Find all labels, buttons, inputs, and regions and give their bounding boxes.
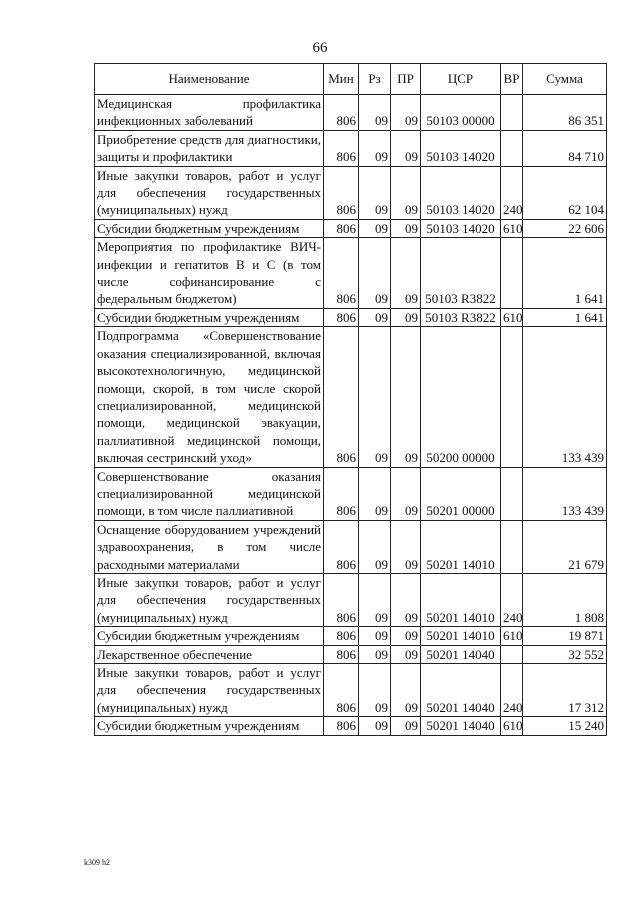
budget-table [94,63,607,736]
row-name: Подпрограмма «Совершенствование оказания специализированной, включая высокотехнологичную, медицинской помощи, скорой, в том числе скорой специализированной, медицинской помощи, медицинской эвакуации, паллиативной медицинской помощи, включая сестринский уход» [95,327,324,467]
row-name: Субсидии бюджетным учреждениям [95,308,324,326]
row-rz: 09 [359,219,391,237]
row-csr: 50201 00000 [421,467,501,520]
row-name: Субсидии бюджетным учреждениям [95,717,324,735]
row-vr: 240 [501,573,523,626]
row-sum: 19 871 [523,627,607,645]
row-vr [501,467,523,520]
row-name: Лекарственное обеспечение [95,645,324,663]
row-pr: 09 [391,327,421,467]
row-rz: 09 [359,573,391,626]
row-sum: 22 606 [523,219,607,237]
row-pr: 09 [391,130,421,166]
row-pr: 09 [391,95,421,131]
row-min: 806 [324,238,359,309]
row-min: 806 [324,308,359,326]
row-rz: 09 [359,664,391,717]
row-csr: 50201 14010 [421,573,501,626]
row-csr: 50103 14020 [421,166,501,219]
row-min: 806 [324,95,359,131]
row-min: 806 [324,166,359,219]
row-min: 806 [324,664,359,717]
row-name: Совершенствование оказания специализированной медицинской помощи, в том числе паллиативной [95,467,324,520]
row-name: Приобретение средств для диагностики, защиты и профилактики [95,130,324,166]
row-csr: 50103 14020 [421,130,501,166]
row-sum: 133 439 [523,467,607,520]
row-vr [501,520,523,573]
row-name: Субсидии бюджетным учреждениям [95,219,324,237]
header-min: Мин [324,64,359,95]
table-row [95,717,607,735]
table-row [95,166,607,219]
table-row [95,95,607,131]
table-row [95,520,607,573]
row-vr: 610 [501,717,523,735]
row-name: Медицинская профилактика инфекционных заболеваний [95,95,324,131]
row-csr: 50103 R3822 [421,238,501,309]
row-vr [501,645,523,663]
header-csr: ЦСР [421,64,501,95]
row-sum: 17 312 [523,664,607,717]
row-min: 806 [324,467,359,520]
row-csr: 50200 00000 [421,327,501,467]
row-min: 806 [324,573,359,626]
row-rz: 09 [359,467,391,520]
row-min: 806 [324,219,359,237]
row-vr [501,238,523,309]
row-pr: 09 [391,467,421,520]
row-vr [501,95,523,131]
row-pr: 09 [391,166,421,219]
row-rz: 09 [359,238,391,309]
row-pr: 09 [391,664,421,717]
row-sum: 133 439 [523,327,607,467]
row-rz: 09 [359,130,391,166]
row-rz: 09 [359,327,391,467]
page-number: 66 [312,40,328,56]
row-sum: 32 552 [523,645,607,663]
row-pr: 09 [391,645,421,663]
row-rz: 09 [359,645,391,663]
row-pr: 09 [391,627,421,645]
row-sum: 1 641 [523,308,607,326]
row-pr: 09 [391,573,421,626]
row-min: 806 [324,717,359,735]
row-name: Иные закупки товаров, работ и услуг для обеспечения государственных (муниципальных) нужд [95,664,324,717]
table-row [95,238,607,309]
row-sum: 86 351 [523,95,607,131]
table-row [95,645,607,663]
row-pr: 09 [391,520,421,573]
table-row [95,219,607,237]
header-pr: ПР [391,64,421,95]
table-row [95,327,607,467]
row-min: 806 [324,520,359,573]
row-rz: 09 [359,717,391,735]
table-row [95,308,607,326]
row-min: 806 [324,645,359,663]
header-sum: Сумма [523,64,607,95]
table-row [95,467,607,520]
row-min: 806 [324,130,359,166]
header-vr: ВР [501,64,523,95]
row-name: Иные закупки товаров, работ и услуг для обеспечения государственных (муниципальных) нужд [95,573,324,626]
table-row [95,573,607,626]
row-vr [501,130,523,166]
table-header-row [95,64,607,95]
row-vr: 240 [501,166,523,219]
row-sum: 62 104 [523,166,607,219]
table-row [95,130,607,166]
row-sum: 1 641 [523,238,607,309]
header-rz: Рз [359,64,391,95]
row-vr: 240 [501,664,523,717]
row-csr: 50201 14040 [421,717,501,735]
row-pr: 09 [391,219,421,237]
row-vr [501,327,523,467]
row-csr: 50201 14010 [421,627,501,645]
row-rz: 09 [359,95,391,131]
row-csr: 50201 14040 [421,664,501,717]
row-pr: 09 [391,717,421,735]
row-csr: 50103 00000 [421,95,501,131]
row-sum: 84 710 [523,130,607,166]
document-code: k309 h2 [84,858,110,867]
row-csr: 50201 14010 [421,520,501,573]
row-sum: 15 240 [523,717,607,735]
row-pr: 09 [391,238,421,309]
row-rz: 09 [359,308,391,326]
row-csr: 50103 R3822 [421,308,501,326]
table-row [95,627,607,645]
row-vr: 610 [501,308,523,326]
row-sum: 1 808 [523,573,607,626]
table-row [95,664,607,717]
row-vr: 610 [501,627,523,645]
row-min: 806 [324,327,359,467]
row-vr: 610 [501,219,523,237]
row-name: Мероприятия по профилактике ВИЧ-инфекции и гепатитов В и С (в том числе софинансирование с федеральным бюджетом) [95,238,324,309]
row-min: 806 [324,627,359,645]
header-name: Наименование [95,64,324,95]
row-name: Субсидии бюджетным учреждениям [95,627,324,645]
row-rz: 09 [359,627,391,645]
row-pr: 09 [391,308,421,326]
row-name: Иные закупки товаров, работ и услуг для обеспечения государственных (муниципальных) нужд [95,166,324,219]
row-rz: 09 [359,166,391,219]
row-csr: 50103 14020 [421,219,501,237]
row-sum: 21 679 [523,520,607,573]
row-rz: 09 [359,520,391,573]
row-name: Оснащение оборудованием учреждений здравоохранения, в том числе расходными материалами [95,520,324,573]
row-csr: 50201 14040 [421,645,501,663]
